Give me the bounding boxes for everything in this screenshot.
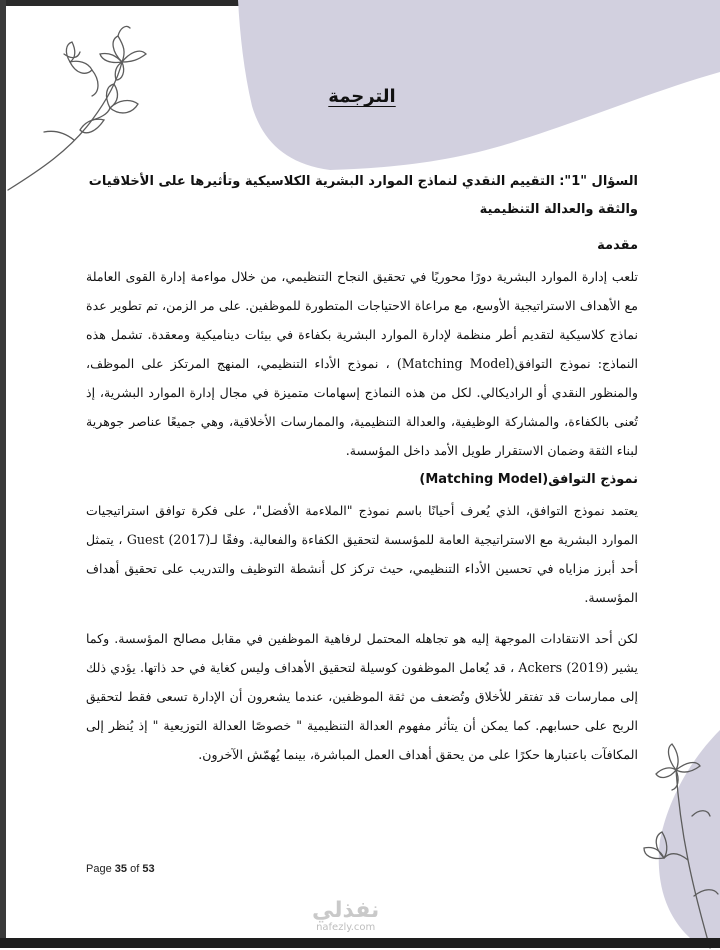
watermark (312, 898, 379, 933)
question-heading: السؤال "1": التقييم النقدي لنماذج الموارد البشرية الكلاسيكية وتأثيرها على الأخلاقيات والثقة والعدالة التنظيمية (88, 174, 638, 217)
critique-paragraph: لكن أحد الانتقادات الموجهة إليه هو تجاهله المحتمل لرفاهية الموظفين في مقابل مصالح المؤسسة. وكما يشير Ackers (2019) ، قد يُعامل الموظفون كوسيلة لتحقيق الأهداف وليس كغاية في حد ذاتها. يؤدي ذلك إلى ممارسات قد تفتقر للأخلاق وتُضعف من ثقة الموظفين، عندما يشعرون أن الإدارة تسعى فقط لتحقيق الربح على حسابهم. كما يمكن أن يتأثر مفهوم العدالة التنظيمية " خصوصًا العدالة التوزيعية " إذ يُنظر إلى المكافآت باعتبارها حكرًا على من يحقق أهداف العمل المباشرة، بينما يُهمّش الآخرون. (86, 631, 638, 762)
intro-heading: مقدمة (597, 238, 638, 253)
matching-model-heading: نموذج التوافق(Matching Model) (419, 472, 638, 487)
watermark-arabic: نفذلي (312, 898, 380, 923)
page-number: 35 (114, 863, 128, 875)
of-label: of (130, 863, 140, 875)
total-pages: 53 (142, 863, 155, 875)
page-title: الترجمة (328, 86, 396, 107)
matching-model-paragraph: يعتمد نموذج التوافق، الذي يُعرف أحيانًا باسم نموذج "الملاءمة الأفضل"، على فكرة توافق استراتيجيات الموارد البشرية مع الاستراتيجية العامة للمؤسسة لتحقيق الكفاءة والفعالية. وفقًا لـGuest (2017) ، يتمثل أحد أبرز مزاياه في تحسين الأداء التنظيمي، حيث تركز كل أنشطة التوظيف والتدريب على تحقيق أهداف المؤسسة. (86, 503, 638, 605)
page-prefix: Page (86, 863, 112, 875)
page-footer (86, 863, 155, 875)
bottom-frame-edge (0, 938, 720, 948)
intro-paragraph: تلعب إدارة الموارد البشرية دورًا محوريًا في تحقيق النجاح التنظيمي، من خلال مواءمة إدارة القوى العاملة مع الأهداف الاستراتيجية الأوسع، مع مراعاة الاحتياجات المتطورة للموظفين. على مر الزمن، تم تطوير عدة نماذج كلاسيكية لتقديم أطر منظمة لإدارة الموارد البشرية بكفاءة في بيئات ديناميكية ومعقدة. تشمل هذه النماذج: نموذج التوافق(Matching Model) ، نموذج الأداء التنظيمي، المنهج المرتكز على الموظف، والمنظور النقدي أو الراديكالي. لكل من هذه النماذج إسهامات متميزة في مجال إدارة الموارد البشرية، إذ تُعنى بالكفاءة، والمشاركة الوظيفية، والعدالة التنظيمية، والممارسات الأخلاقية، وهي جميعًا عناصر جوهرية لبناء الثقة وضمان الاستقرار طويل الأمد داخل المؤسسة. (86, 269, 638, 458)
watermark-latin: nafezly.com (316, 922, 376, 933)
